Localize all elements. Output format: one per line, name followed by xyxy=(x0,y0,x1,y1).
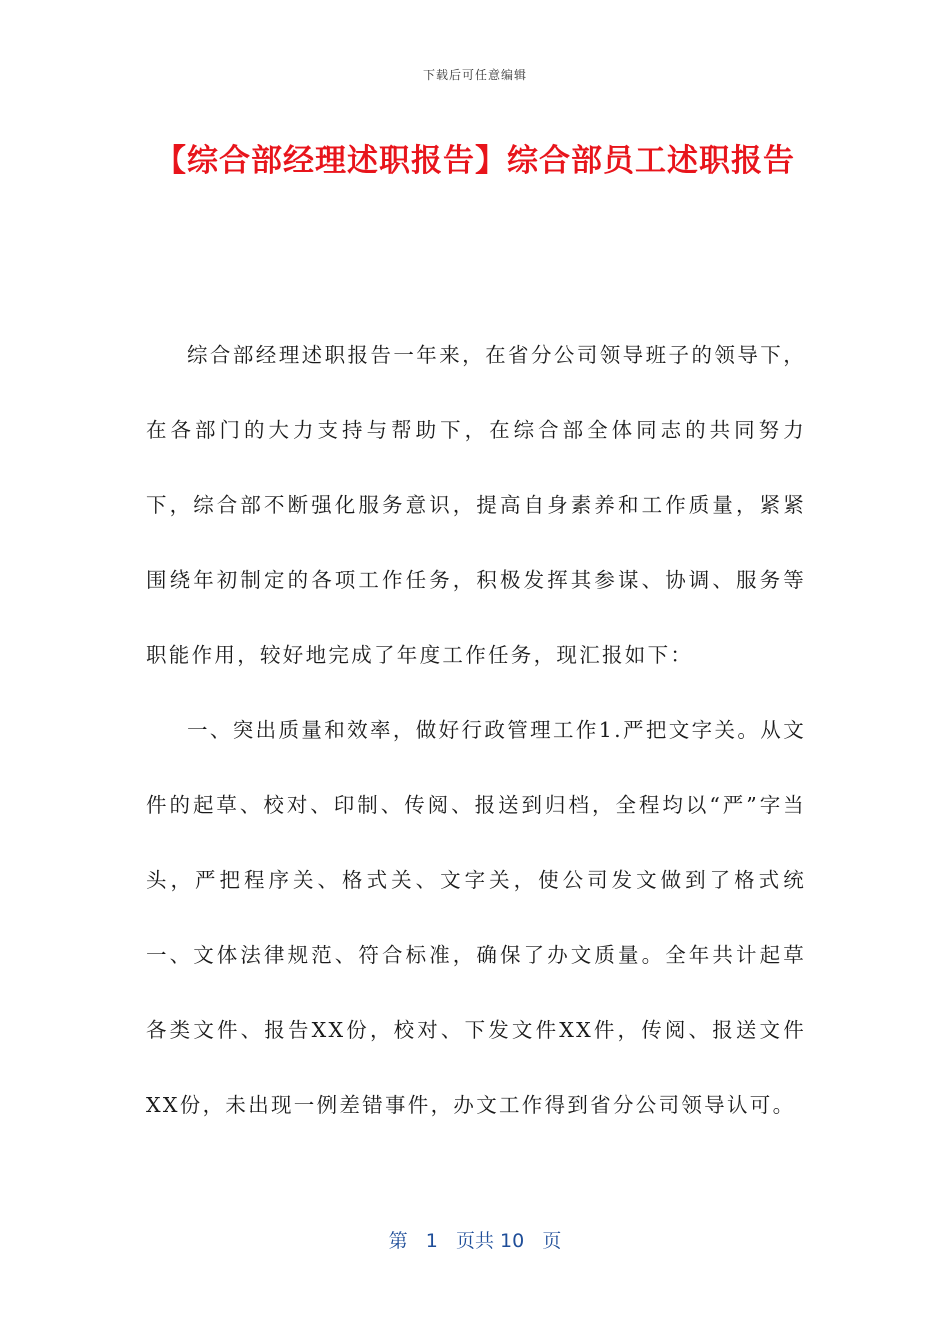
footer-middle: 页共 xyxy=(455,1230,494,1252)
document-title: 【综合部经理述职报告】综合部员工述职报告 xyxy=(155,143,795,179)
footer-prefix: 第 xyxy=(388,1230,408,1252)
header-note: 下载后可任意编辑 xyxy=(422,68,527,82)
footer-suffix: 页 xyxy=(542,1230,562,1252)
paragraph-section-1: 一、突出质量和效率，做好行政管理工作1.严把文字关。从文件的起草、校对、印制、传阅、报送到归档，全程均以“严”字当头，严把程序关、格式关、文字关，使公司发文做到了格式统一、文体法律规范、符合标准，确保了办文质量。全年共计起草各类文件、报告XX份，校对、下发文件XX件，传阅、报送文件XX份，未出现一例差错事件，办文工作得到省分公司领导认可。 xyxy=(146,718,806,1117)
footer-page-number: 1 xyxy=(425,1230,438,1252)
paragraph-intro: 综合部经理述职报告一年来，在省分公司领导班子的领导下，在各部门的大力支持与帮助下，在综合部全体同志的共同努力下，综合部不断强化服务意识，提高自身素养和工作质量，紧紧围绕年初制定的各项工作任务，积极发挥其参谋、协调、服务等职能作用，较好地完成了年度工作任务，现汇报如下： xyxy=(146,343,806,667)
document-body xyxy=(146,318,806,1143)
page-footer xyxy=(0,1226,950,1253)
footer-total-pages: 10 xyxy=(500,1230,525,1252)
